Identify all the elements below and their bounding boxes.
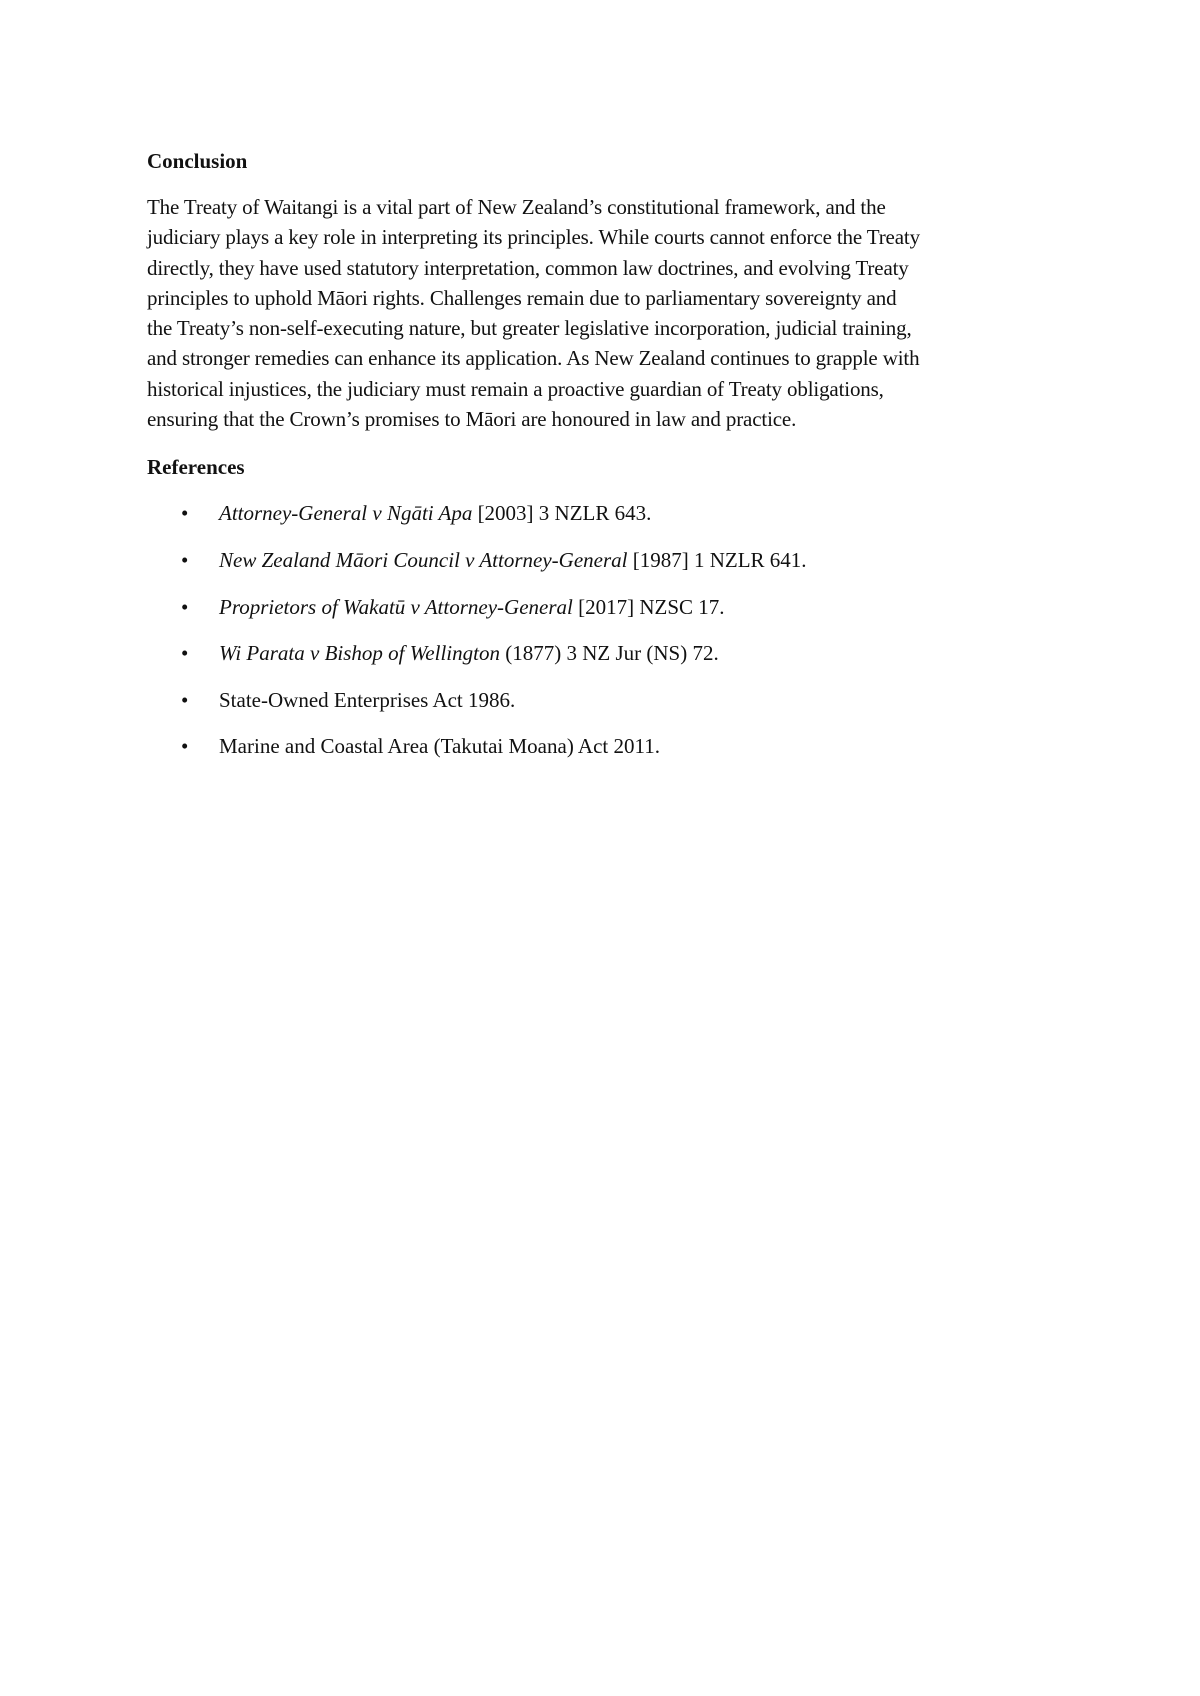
reference-case-name: Wi Parata v Bishop of Wellington xyxy=(219,641,500,666)
reference-item xyxy=(147,731,1067,761)
bullet-icon: • xyxy=(181,501,189,526)
references-list xyxy=(147,498,1067,761)
paragraph-line: ensuring that the Crown’s promises to Māori are honoured in law and practice. xyxy=(147,407,797,432)
reference-statute: State-Owned Enterprises Act 1986. xyxy=(219,687,516,712)
paragraph-line: and stronger remedies can enhance its application. As New Zealand continues to grapple with xyxy=(147,346,920,371)
reference-item xyxy=(147,638,1067,668)
reference-citation: [2017] NZSC 17. xyxy=(572,594,725,619)
bullet-icon: • xyxy=(181,594,189,619)
reference-citation: (1877) 3 NZ Jur (NS) 72. xyxy=(499,641,719,666)
reference-item xyxy=(147,545,1067,575)
reference-item xyxy=(147,685,1067,715)
bullet-icon: • xyxy=(181,687,189,712)
conclusion-paragraph xyxy=(147,192,1067,434)
paragraph-line: The Treaty of Waitangi is a vital part of New Zealand’s constitutional framework, and the xyxy=(147,195,886,219)
reference-case-name: Attorney-General v Ngāti Apa xyxy=(219,501,473,526)
bullet-icon: • xyxy=(181,641,189,666)
document-page xyxy=(147,146,1067,778)
reference-item xyxy=(147,498,1067,528)
bullet-icon: • xyxy=(181,547,189,572)
reference-citation: [1987] 1 NZLR 641. xyxy=(627,547,807,572)
reference-citation: [2003] 3 NZLR 643. xyxy=(472,501,652,526)
bullet-icon: • xyxy=(181,734,189,759)
reference-case-name: Proprietors of Wakatū v Attorney-General xyxy=(219,594,573,619)
paragraph-line: principles to uphold Māori rights. Challenges remain due to parliamentary sovereignty and xyxy=(147,285,897,310)
paragraph-line: historical injustices, the judiciary must remain a proactive guardian of Treaty obligations, xyxy=(147,376,884,401)
reference-case-name: New Zealand Māori Council v Attorney-General xyxy=(219,547,628,572)
paragraph-line: directly, they have used statutory interpretation, common law doctrines, and evolving Treaty xyxy=(147,255,909,280)
reference-statute: Marine and Coastal Area (Takutai Moana) Act 2011. xyxy=(219,734,660,759)
paragraph-line: judiciary plays a key role in interpreting its principles. While courts cannot enforce the Treaty xyxy=(147,225,920,250)
references-heading: References xyxy=(147,455,245,480)
conclusion-heading: Conclusion xyxy=(147,149,248,173)
paragraph-line: the Treaty’s non-self-executing nature, but greater legislative incorporation, judicial training, xyxy=(147,316,912,341)
reference-item xyxy=(147,592,1067,622)
